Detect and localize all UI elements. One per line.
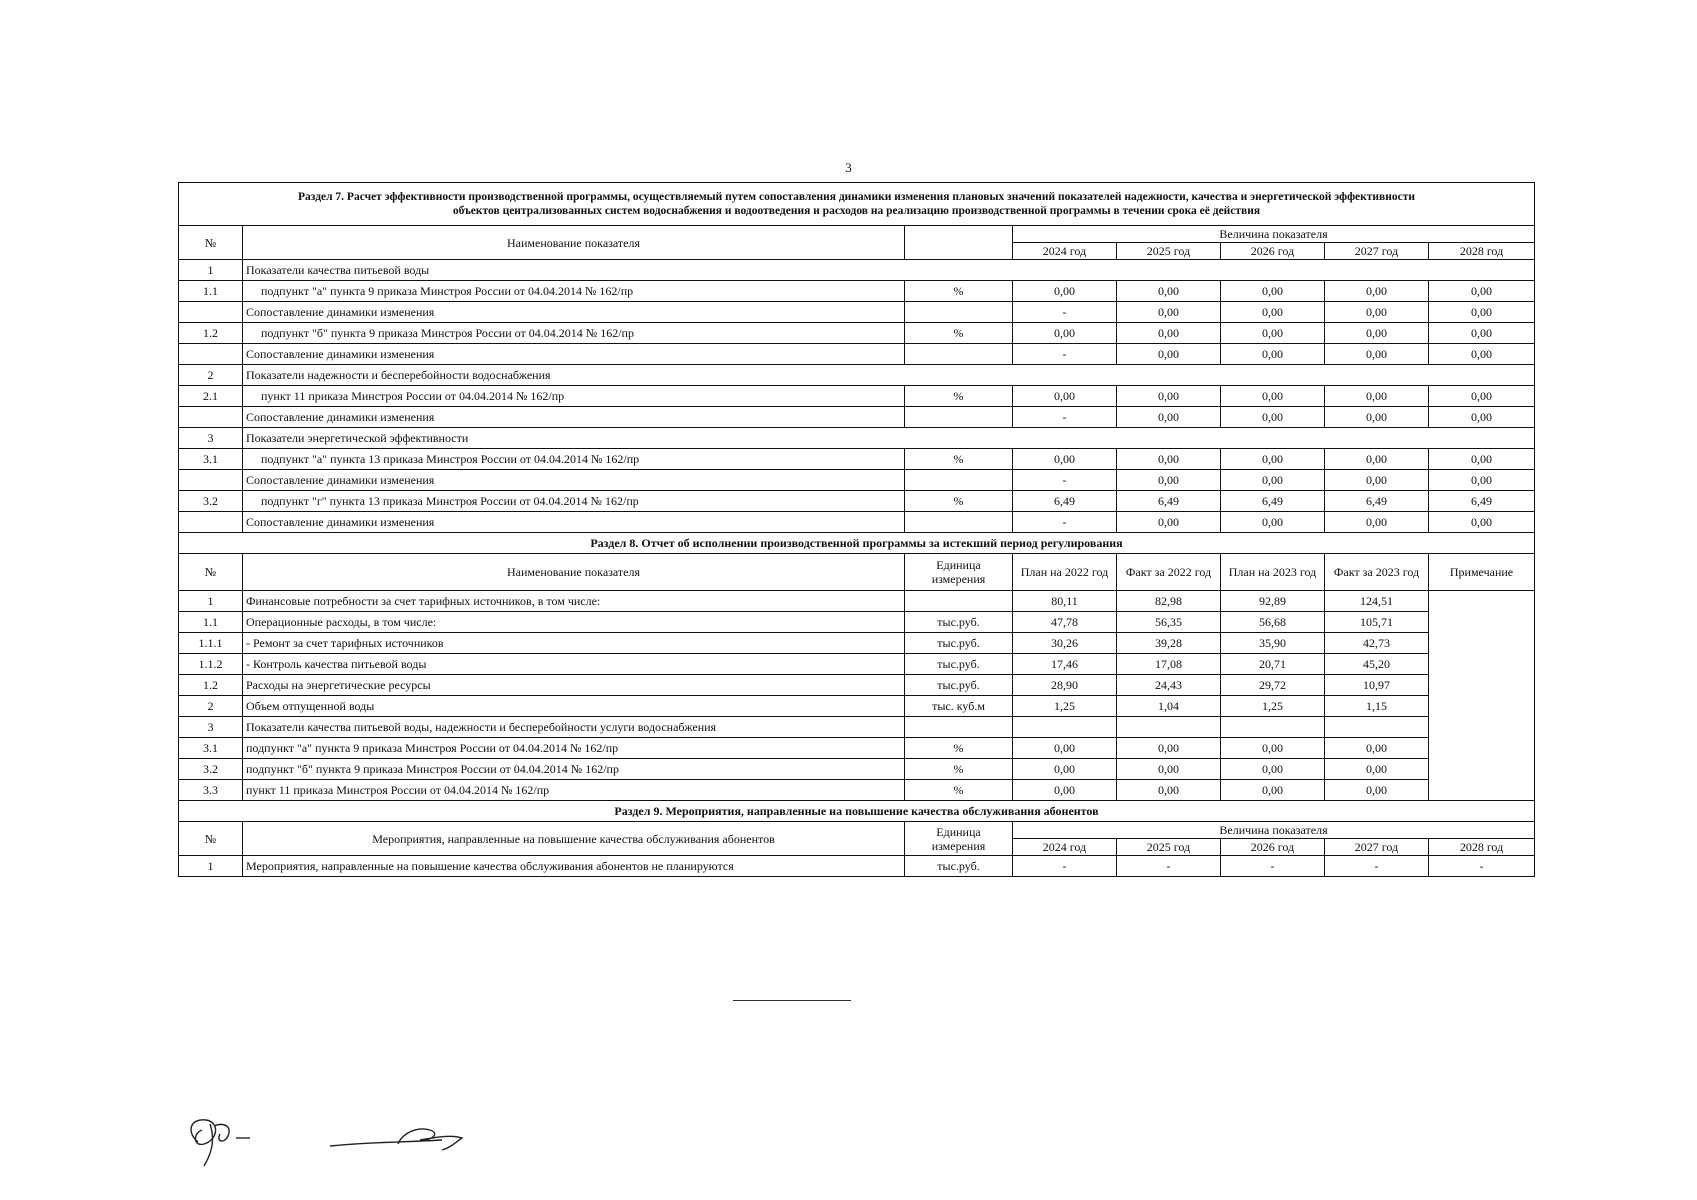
row-value <box>1325 717 1429 738</box>
row-unit <box>905 591 1013 612</box>
row-value: 0,00 <box>1429 386 1535 407</box>
row-value: 17,08 <box>1117 654 1221 675</box>
row-value: 0,00 <box>1325 470 1429 491</box>
row-unit: % <box>905 386 1013 407</box>
row-value: 0,00 <box>1117 470 1221 491</box>
row-num <box>179 302 243 323</box>
row-value: 56,35 <box>1117 612 1221 633</box>
page-number: 3 <box>845 160 852 175</box>
row-value: 6,49 <box>1429 491 1535 512</box>
row-unit: тыс.руб. <box>905 633 1013 654</box>
section9-title: Раздел 9. Мероприятия, направленные на повышение качества обслуживания абонентов <box>179 801 1535 822</box>
section8-row <box>179 633 1535 654</box>
section7-row <box>179 281 1535 302</box>
section7-row <box>179 428 1535 449</box>
section8-row <box>179 717 1535 738</box>
row-value: 29,72 <box>1221 675 1325 696</box>
section8-title-row <box>179 533 1535 554</box>
header-unit <box>905 226 1013 260</box>
header-name: Мероприятия, направленные на повышение качества обслуживания абонентов <box>243 822 905 856</box>
row-value: 80,11 <box>1013 591 1117 612</box>
row-value: 0,00 <box>1221 344 1325 365</box>
row-value: 1,04 <box>1117 696 1221 717</box>
row-value: 56,68 <box>1221 612 1325 633</box>
row-name: Расходы на энергетические ресурсы <box>243 675 905 696</box>
row-group-name: Показатели качества питьевой воды <box>243 260 1535 281</box>
row-name: Сопоставление динамики изменения <box>243 407 905 428</box>
header-year: 2026 год <box>1221 839 1325 856</box>
row-value: 0,00 <box>1013 759 1117 780</box>
section7-row <box>179 302 1535 323</box>
row-value: 0,00 <box>1117 738 1221 759</box>
row-value: 0,00 <box>1325 738 1429 759</box>
row-value: 0,00 <box>1117 512 1221 533</box>
row-value: 1,25 <box>1221 696 1325 717</box>
row-value: 124,51 <box>1325 591 1429 612</box>
section8-row <box>179 759 1535 780</box>
header-col: Факт за 2023 год <box>1325 554 1429 591</box>
row-value <box>1013 717 1117 738</box>
row-unit: % <box>905 281 1013 302</box>
row-value: 0,00 <box>1429 407 1535 428</box>
row-value: 0,00 <box>1429 512 1535 533</box>
row-value: 42,73 <box>1325 633 1429 654</box>
row-num <box>179 407 243 428</box>
row-num: 3.1 <box>179 449 243 470</box>
row-value: 0,00 <box>1013 780 1117 801</box>
row-value: 0,00 <box>1325 449 1429 470</box>
row-value: 17,46 <box>1013 654 1117 675</box>
row-unit: % <box>905 491 1013 512</box>
section7-row <box>179 491 1535 512</box>
row-name: пункт 11 приказа Минстроя России от 04.04.2014 № 162/пр <box>243 386 905 407</box>
row-unit <box>905 512 1013 533</box>
row-value: - <box>1013 344 1117 365</box>
row-value: 0,00 <box>1221 449 1325 470</box>
header-name: Наименование показателя <box>243 226 905 260</box>
header-num: № <box>179 226 243 260</box>
row-num: 1 <box>179 260 243 281</box>
header-year: 2025 год <box>1117 243 1221 260</box>
header-year: 2027 год <box>1325 839 1429 856</box>
row-group-name: Показатели надежности и бесперебойности водоснабжения <box>243 365 1535 386</box>
row-value: 0,00 <box>1429 302 1535 323</box>
row-value: 0,00 <box>1325 281 1429 302</box>
header-col: Факт за 2022 год <box>1117 554 1221 591</box>
section8-header-row <box>179 554 1535 591</box>
row-num: 3.1 <box>179 738 243 759</box>
row-value: - <box>1013 302 1117 323</box>
row-value: 0,00 <box>1117 407 1221 428</box>
report-table <box>178 182 1535 877</box>
row-value: 0,00 <box>1117 386 1221 407</box>
end-of-text-rule <box>733 1000 851 1001</box>
header-col: Примечание <box>1429 554 1535 591</box>
row-value: 0,00 <box>1117 302 1221 323</box>
row-num: 1.1.2 <box>179 654 243 675</box>
row-value: 1,15 <box>1325 696 1429 717</box>
row-value: 0,00 <box>1429 470 1535 491</box>
note-cell <box>1429 591 1535 801</box>
header-unit: Единица измерения <box>905 554 1013 591</box>
row-value: - <box>1013 856 1117 877</box>
row-num: 2.1 <box>179 386 243 407</box>
section7-row <box>179 470 1535 491</box>
section7-row <box>179 386 1535 407</box>
row-value <box>1221 717 1325 738</box>
row-name: подпункт "а" пункта 9 приказа Минстроя России от 04.04.2014 № 162/пр <box>243 281 905 302</box>
row-value: 0,00 <box>1325 780 1429 801</box>
row-name: подпункт "а" пункта 13 приказа Минстроя России от 04.04.2014 № 162/пр <box>243 449 905 470</box>
row-unit: % <box>905 323 1013 344</box>
row-unit: % <box>905 738 1013 759</box>
row-value: 10,97 <box>1325 675 1429 696</box>
row-unit: тыс.руб. <box>905 856 1013 877</box>
row-name: подпункт "а" пункта 9 приказа Минстроя России от 04.04.2014 № 162/пр <box>243 738 905 759</box>
row-value: - <box>1117 856 1221 877</box>
row-value: 0,00 <box>1221 470 1325 491</box>
row-value: - <box>1013 470 1117 491</box>
row-num: 1.1 <box>179 612 243 633</box>
row-name: Сопоставление динамики изменения <box>243 470 905 491</box>
row-name: Сопоставление динамики изменения <box>243 302 905 323</box>
section7-title-line2: объектов централизованных систем водоснабжения и водоотведения и расходов на реализацию производственной программы в течении срока её действия <box>452 205 1261 217</box>
row-value: 39,28 <box>1117 633 1221 654</box>
row-unit <box>905 344 1013 365</box>
section8-row <box>179 696 1535 717</box>
header-year: 2027 год <box>1325 243 1429 260</box>
signature-right <box>330 1129 462 1150</box>
row-unit: тыс. куб.м <box>905 696 1013 717</box>
row-unit: % <box>905 449 1013 470</box>
row-value: 92,89 <box>1221 591 1325 612</box>
section8-row <box>179 612 1535 633</box>
row-value: 6,49 <box>1221 491 1325 512</box>
row-value: 47,78 <box>1013 612 1117 633</box>
row-value: 28,90 <box>1013 675 1117 696</box>
row-name: Сопоставление динамики изменения <box>243 512 905 533</box>
row-unit: % <box>905 780 1013 801</box>
row-unit: тыс.руб. <box>905 675 1013 696</box>
row-num: 3.2 <box>179 759 243 780</box>
row-num <box>179 470 243 491</box>
row-value: 0,00 <box>1013 281 1117 302</box>
section8-row <box>179 654 1535 675</box>
row-unit: тыс.руб. <box>905 654 1013 675</box>
row-value: 6,49 <box>1117 491 1221 512</box>
row-unit <box>905 470 1013 491</box>
row-value: 0,00 <box>1429 281 1535 302</box>
section8-title: Раздел 8. Отчет об исполнении производственной программы за истекший период регулирования <box>179 533 1535 554</box>
row-name: Показатели качества питьевой воды, надежности и бесперебойности услуги водоснабжения <box>243 717 905 738</box>
header-col: План на 2022 год <box>1013 554 1117 591</box>
row-num: 1 <box>179 591 243 612</box>
row-value: 0,00 <box>1221 512 1325 533</box>
row-name: Сопоставление динамики изменения <box>243 344 905 365</box>
row-value: 0,00 <box>1117 281 1221 302</box>
row-value: 0,00 <box>1325 407 1429 428</box>
section7-row <box>179 344 1535 365</box>
row-value: 0,00 <box>1325 759 1429 780</box>
row-value: - <box>1013 512 1117 533</box>
row-num: 3.2 <box>179 491 243 512</box>
row-value: - <box>1325 856 1429 877</box>
row-value: - <box>1221 856 1325 877</box>
row-value: 0,00 <box>1325 323 1429 344</box>
section9-row <box>179 856 1535 877</box>
row-value: 0,00 <box>1325 302 1429 323</box>
row-num: 2 <box>179 696 243 717</box>
row-unit <box>905 717 1013 738</box>
row-name: подпункт "г" пункта 13 приказа Минстроя России от 04.04.2014 № 162/пр <box>243 491 905 512</box>
signatures <box>180 1112 500 1172</box>
section7-header-row <box>179 226 1535 243</box>
row-name: - Контроль качества питьевой воды <box>243 654 905 675</box>
row-name: - Ремонт за счет тарифных источников <box>243 633 905 654</box>
header-year: 2024 год <box>1013 243 1117 260</box>
row-value: 0,00 <box>1221 281 1325 302</box>
header-year: 2028 год <box>1429 243 1535 260</box>
header-col: План на 2023 год <box>1221 554 1325 591</box>
section9-title-row <box>179 801 1535 822</box>
header-unit: Единица измерения <box>905 822 1013 856</box>
row-name: подпункт "б" пункта 9 приказа Минстроя России от 04.04.2014 № 162/пр <box>243 323 905 344</box>
section7-row <box>179 260 1535 281</box>
header-year: 2026 год <box>1221 243 1325 260</box>
row-value: 0,00 <box>1117 759 1221 780</box>
row-num: 3 <box>179 717 243 738</box>
row-value: 35,90 <box>1221 633 1325 654</box>
row-value: 0,00 <box>1429 449 1535 470</box>
row-value: 0,00 <box>1117 323 1221 344</box>
row-value: 0,00 <box>1013 386 1117 407</box>
row-value: 0,00 <box>1117 449 1221 470</box>
row-name: подпункт "б" пункта 9 приказа Минстроя России от 04.04.2014 № 162/пр <box>243 759 905 780</box>
row-num <box>179 344 243 365</box>
row-value: 0,00 <box>1221 407 1325 428</box>
header-value-group: Величина показателя <box>1013 822 1535 839</box>
row-unit <box>905 407 1013 428</box>
row-value: 0,00 <box>1429 344 1535 365</box>
row-value: 45,20 <box>1325 654 1429 675</box>
row-value: 0,00 <box>1221 323 1325 344</box>
section8-row <box>179 591 1535 612</box>
row-num: 1.1 <box>179 281 243 302</box>
row-value: - <box>1429 856 1535 877</box>
row-value: 0,00 <box>1013 323 1117 344</box>
row-value: 0,00 <box>1325 344 1429 365</box>
row-value: 0,00 <box>1117 780 1221 801</box>
row-name: пункт 11 приказа Минстроя России от 04.04.2014 № 162/пр <box>243 780 905 801</box>
row-num: 1.2 <box>179 323 243 344</box>
section7-row <box>179 449 1535 470</box>
row-value: 24,43 <box>1117 675 1221 696</box>
section7-title-line1: Раздел 7. Расчет эффективности производственной программы, осуществляемый путем сопоставления динамики изменения плановых значений показателей надежности, качества и энергетической эффективности <box>298 191 1416 203</box>
section8-row <box>179 675 1535 696</box>
row-unit: тыс.руб. <box>905 612 1013 633</box>
section7-row <box>179 512 1535 533</box>
section8-row <box>179 738 1535 759</box>
row-value: 20,71 <box>1221 654 1325 675</box>
row-unit <box>905 302 1013 323</box>
row-value: 0,00 <box>1221 759 1325 780</box>
row-value: 0,00 <box>1325 512 1429 533</box>
header-year: 2025 год <box>1117 839 1221 856</box>
row-value: 82,98 <box>1117 591 1221 612</box>
section9-header-row <box>179 822 1535 839</box>
row-value: 1,25 <box>1013 696 1117 717</box>
row-name: Объем отпущенной воды <box>243 696 905 717</box>
section8-row <box>179 780 1535 801</box>
header-name: Наименование показателя <box>243 554 905 591</box>
header-value-group: Величина показателя <box>1013 226 1535 243</box>
header-num: № <box>179 822 243 856</box>
section7-row <box>179 323 1535 344</box>
row-value: - <box>1013 407 1117 428</box>
row-value: 0,00 <box>1013 449 1117 470</box>
row-name: Мероприятия, направленные на повышение качества обслуживания абонентов не планируются <box>243 856 905 877</box>
row-value: 6,49 <box>1325 491 1429 512</box>
row-num: 3 <box>179 428 243 449</box>
row-value: 0,00 <box>1221 302 1325 323</box>
row-value: 0,00 <box>1013 738 1117 759</box>
section7-row <box>179 407 1535 428</box>
row-num: 1 <box>179 856 243 877</box>
row-value: 0,00 <box>1221 780 1325 801</box>
row-group-name: Показатели энергетической эффективности <box>243 428 1535 449</box>
row-num: 2 <box>179 365 243 386</box>
row-num <box>179 512 243 533</box>
row-value: 0,00 <box>1429 323 1535 344</box>
row-num: 1.2 <box>179 675 243 696</box>
row-num: 3.3 <box>179 780 243 801</box>
section7-row <box>179 365 1535 386</box>
row-value: 0,00 <box>1221 386 1325 407</box>
row-unit: % <box>905 759 1013 780</box>
row-value: 0,00 <box>1117 344 1221 365</box>
row-value: 6,49 <box>1013 491 1117 512</box>
row-value: 0,00 <box>1325 386 1429 407</box>
signature-left <box>191 1120 250 1166</box>
row-value <box>1117 717 1221 738</box>
section7-title <box>179 183 1535 226</box>
row-name: Операционные расходы, в том числе: <box>243 612 905 633</box>
row-value: 105,71 <box>1325 612 1429 633</box>
row-value: 30,26 <box>1013 633 1117 654</box>
header-num: № <box>179 554 243 591</box>
header-year: 2024 год <box>1013 839 1117 856</box>
row-num: 1.1.1 <box>179 633 243 654</box>
row-value: 0,00 <box>1221 738 1325 759</box>
header-year: 2028 год <box>1429 839 1535 856</box>
section7-title-row <box>179 183 1535 226</box>
row-name: Финансовые потребности за счет тарифных источников, в том числе: <box>243 591 905 612</box>
